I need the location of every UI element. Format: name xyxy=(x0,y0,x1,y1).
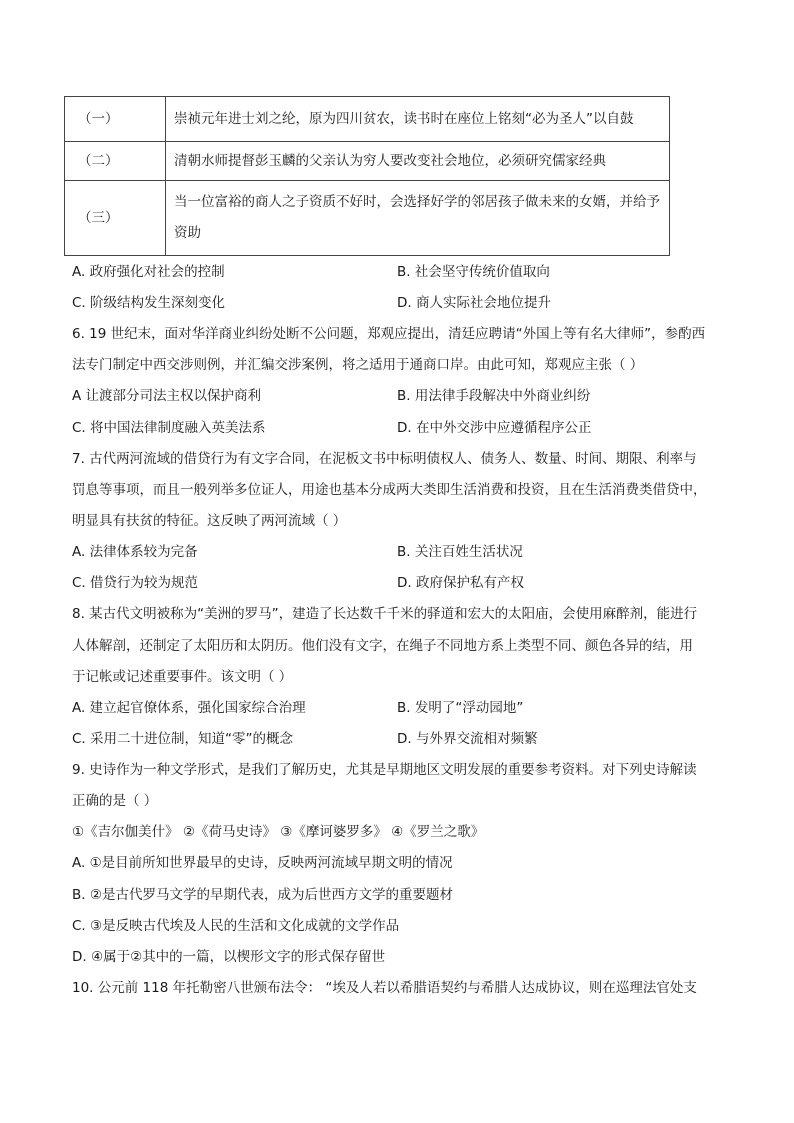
q5-option-a: A. 政府强化对社会的控制 xyxy=(72,264,225,280)
row-label: （三） xyxy=(65,181,166,256)
q6-option-c: C. 将中国法律制度融入英美法系 xyxy=(72,420,266,436)
row-text xyxy=(166,181,670,256)
q6-option-a: A 让渡部分司法主权以保护商利 xyxy=(72,388,262,404)
row-text: 清朝水师提督彭玉麟的父亲认为穷人要改变社会地位，必须研究儒家经典 xyxy=(166,142,670,181)
q8-stem-line: 8. 某古代文明被称为“美洲的罗马”，建造了长达数千千米的驿道和宏大的太阳庙，会使用麻醉剂，能进行 xyxy=(72,606,698,622)
q9-stem-line: 正确的是（ ） xyxy=(72,793,158,809)
row-label: （一） xyxy=(65,97,166,142)
q9-stem-line: 9. 史诗作为一种文学形式，是我们了解历史，尤其是早期地区文明发展的重要参考资料。对下列史诗解读 xyxy=(72,762,697,778)
q6-stem-line: 6. 19 世纪末，面对华洋商业纠纷处断不公问题，郑观应提出，清廷应聘请“外国上等有名大律师”，参酌西 xyxy=(72,326,706,342)
q7-stem-line: 7. 古代两河流域的借贷行为有文字合同，在泥板文书中标明债权人、债务人、数量、时间、期限、利率与 xyxy=(72,451,697,467)
q8-stem-line: 于记帐或记述重要事件。该文明（ ） xyxy=(72,669,293,685)
row-text-line: 当一位富裕的商人之子资质不好时，会选择好学的邻居孩子做未来的女婿，并给予 xyxy=(174,194,660,210)
q9-option-a: A. ①是目前所知世界最早的史诗，反映两河流域早期文明的情况 xyxy=(72,855,453,871)
table-row xyxy=(65,97,670,142)
q9-items: ①《吉尔伽美什》 ②《荷马史诗》 ③《摩诃婆罗多》 ④《罗兰之歌》 xyxy=(72,824,485,840)
q6-option-b: B. 用法律手段解决中外商业纠纷 xyxy=(397,388,591,404)
q5-option-c: C. 阶级结构发生深刻变化 xyxy=(72,295,226,311)
q7-option-c: C. 借贷行为较为规范 xyxy=(72,575,199,591)
q7-option-a: A. 法律体系较为完备 xyxy=(72,544,198,560)
q7-option-d: D. 政府保护私有产权 xyxy=(397,575,524,591)
q5-option-d: D. 商人实际社会地位提升 xyxy=(397,295,551,311)
q6-stem-line: 法专门制定中西交涉则例，并汇编交涉案例，将之适用于通商口岸。由此可知，郑观应主张（ ） xyxy=(72,357,644,373)
q8-option-c: C. 采用二十进位制，知道“零”的概念 xyxy=(72,731,293,747)
q8-option-a: A. 建立起官僚体系，强化国家综合治理 xyxy=(72,700,306,716)
q5-option-b: B. 社会坚守传统价值取向 xyxy=(397,264,550,280)
table-row xyxy=(65,142,670,181)
q7-stem-line: 明显具有扶贫的特征。这反映了两河流域（ ） xyxy=(72,513,347,529)
q6-option-d: D. 在中外交涉中应遵循程序公正 xyxy=(397,420,592,436)
q8-option-d: D. 与外界交流相对频繁 xyxy=(397,731,538,747)
q7-option-b: B. 关注百姓生活状况 xyxy=(397,544,523,560)
row-text: 崇祯元年进士刘之纶，原为四川贫农，读书时在座位上铭刻“必为圣人”以自鼓 xyxy=(166,97,670,142)
q9-option-c: C. ③是反映古代埃及人民的生活和文化成就的文学作品 xyxy=(72,918,400,934)
q10-stem-line: 10. 公元前 118 年托勒密八世颁布法令： “埃及人若以希腊语契约与希腊人达成协议，则在巡理法官处支 xyxy=(72,980,697,996)
row-text-line: 资助 xyxy=(174,225,201,241)
source-table xyxy=(64,96,670,256)
row-label: （二） xyxy=(65,142,166,181)
table-row xyxy=(65,181,670,256)
q8-stem-line: 人体解剖，还制定了太阳历和太阴历。他们没有文字，在绳子不同地方系上类型不同、颜色各异的结，用 xyxy=(72,638,693,654)
q9-option-d: D. ④属于②其中的一篇，以楔形文字的形式保存留世 xyxy=(72,949,386,965)
q8-option-b: B. 发明了“浮动园地” xyxy=(397,700,524,716)
q9-option-b: B. ②是古代罗马文学的早期代表，成为后世西方文学的重要题材 xyxy=(72,887,453,903)
q7-stem-line: 罚息等事项，而且一般列举多位证人，用途也基本分成两大类即生活消费和投资，且在生活消费类借贷中， xyxy=(72,482,707,498)
